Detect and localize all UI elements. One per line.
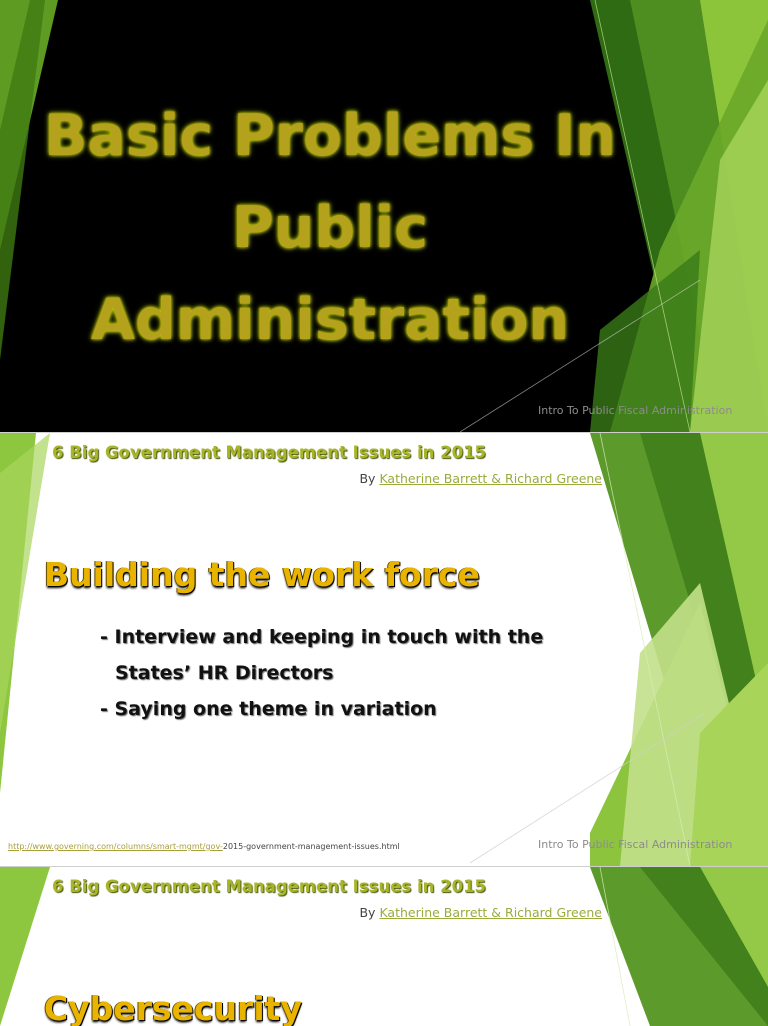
authors-link[interactable]: Katherine Barrett & Richard Greene <box>379 905 602 920</box>
byline <box>359 905 602 920</box>
byline-prefix: By <box>359 471 376 486</box>
bullet-line: - Interview and keeping in touch with the <box>100 626 544 648</box>
byline-prefix: By <box>359 905 376 920</box>
bullet-item <box>100 619 543 691</box>
source-url-link[interactable]: http://www.governing.com/columns/smart-mgmt/gov- <box>8 842 223 851</box>
slide-building-work-force <box>0 432 768 866</box>
bullet-item <box>100 691 543 727</box>
slide-footer: Intro To Public Fiscal Administration <box>538 404 733 417</box>
title-line-2: Public <box>231 195 429 261</box>
title-line-1: Basic Problems In <box>43 103 616 169</box>
issue-heading: 6 Big Government Management Issues in 2015 <box>52 443 487 462</box>
source-url <box>8 842 400 851</box>
slide-title-text <box>40 90 620 366</box>
title-line-3: Administration <box>90 287 570 353</box>
slide-title <box>0 0 768 432</box>
slide-footer: Intro To Public Fiscal Administration <box>538 838 733 851</box>
bullet-line: - Saying one theme in variation <box>100 698 437 720</box>
byline <box>359 471 602 486</box>
section-title: Building the work force <box>44 555 481 594</box>
source-url-rest: 2015-government-management-issues.html <box>222 842 400 851</box>
bullet-list <box>100 619 543 727</box>
slide-cybersecurity <box>0 866 768 1026</box>
bullet-continuation: States’ HR Directors <box>115 662 334 684</box>
authors-link[interactable]: Katherine Barrett & Richard Greene <box>379 471 602 486</box>
issue-heading: 6 Big Government Management Issues in 2015 <box>52 877 487 896</box>
section-title: Cybersecurity <box>44 989 302 1026</box>
